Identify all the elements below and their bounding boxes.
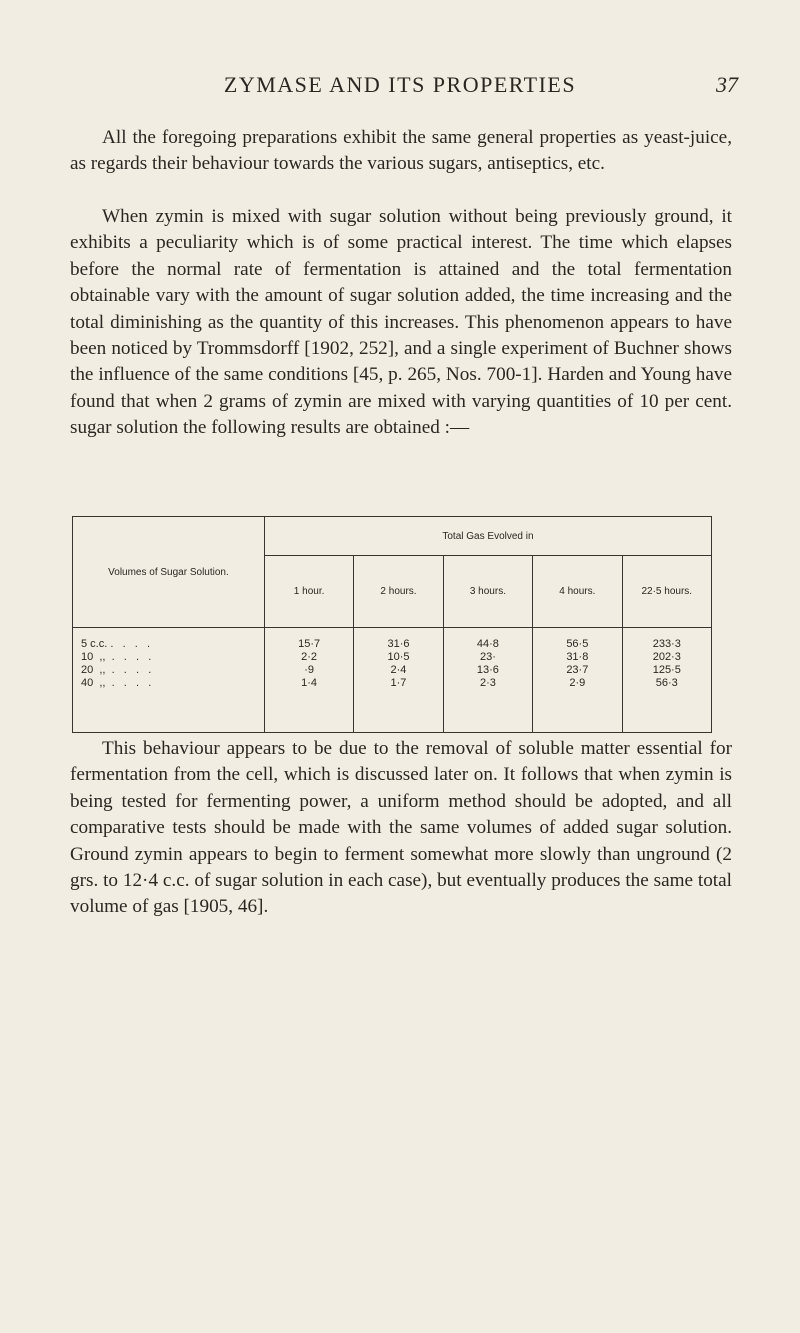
value: 1·7 bbox=[390, 677, 407, 689]
value: 233·3 bbox=[652, 638, 681, 650]
volume-label: 10 ,, . . . . bbox=[81, 651, 152, 663]
value: 2·2 bbox=[301, 651, 318, 663]
column-header: 3 hours. bbox=[443, 556, 532, 628]
value-column-4-hours bbox=[533, 628, 622, 733]
value: 125·5 bbox=[652, 664, 681, 676]
fermentation-table bbox=[72, 516, 712, 733]
column-header: 1 hour. bbox=[264, 556, 353, 628]
value-column-3-hours bbox=[443, 628, 532, 733]
stub-header: Volumes of Sugar Solution. bbox=[73, 517, 265, 628]
value: 56·5 bbox=[566, 638, 589, 650]
group-header: Total Gas Evolved in bbox=[264, 517, 711, 556]
volume-label: 20 ,, . . . . bbox=[81, 664, 152, 676]
volume-label: 5 c.c. . . . . bbox=[81, 638, 151, 650]
value: 56·3 bbox=[655, 677, 678, 689]
running-title: ZYMASE AND ITS PROPERTIES bbox=[223, 72, 577, 97]
value: 1·4 bbox=[301, 677, 318, 689]
value: 31·6 bbox=[387, 638, 410, 650]
page-header bbox=[0, 72, 800, 102]
value: 44·8 bbox=[476, 638, 499, 650]
value-column-1-hour bbox=[264, 628, 353, 733]
volume-label: 40 ,, . . . . bbox=[81, 677, 152, 689]
column-header: 2 hours. bbox=[354, 556, 443, 628]
value: 2·9 bbox=[569, 677, 586, 689]
column-header: 4 hours. bbox=[533, 556, 622, 628]
page-number: 37 bbox=[716, 72, 738, 97]
value: 10·5 bbox=[387, 651, 410, 663]
paragraph-3: This behaviour appears to be due to the removal of soluble matter essential for fermentation from the cell, which is discussed later on. It follows that when zymin is being tested for fermenting power, a uniform method should be adopted, and all comparative tests should be made with the same volumes of added sugar solution. Ground zymin appears to begin to ferment somewhat more slowly than unground (2 grs. to 12·4 c.c. of sugar solution in each case), but eventually produces the same total volume of gas [1905, 46]. bbox=[70, 738, 732, 918]
paragraph-2: When zymin is mixed with sugar solution without being previously ground, it exhibits a peculiarity which is of some practical interest. The time which elapses before the normal rate of fermentation is attained and the total fermentation obtainable vary with the amount of sugar solution added, the time increasing and the total diminishing as the quantity of this increases. This phenomenon appears to have been noticed by Trommsdorff [1902, 252], and a single experiment of Buchner shows the influence of the same conditions [45, p. 265, Nos. 700-1]. Harden and Young have found that when 2 grams of zymin are mixed with varying quantities of 10 per cent. sugar solution the following results are obtained :— bbox=[70, 206, 732, 439]
value: 2·3 bbox=[479, 677, 496, 689]
value: 2·4 bbox=[390, 664, 407, 676]
table-header-row bbox=[73, 517, 712, 556]
value: 202·3 bbox=[652, 651, 681, 663]
value: 23· bbox=[479, 651, 496, 663]
value: 15·7 bbox=[298, 638, 321, 650]
paragraph-1: All the foregoing preparations exhibit the same general properties as yeast-juice, as regards their behaviour towards the various sugars, antiseptics, etc. bbox=[70, 127, 732, 175]
volume-cell bbox=[73, 628, 265, 733]
column-header: 22·5 hours. bbox=[622, 556, 711, 628]
value: 31·8 bbox=[566, 651, 589, 663]
value: 13·6 bbox=[476, 664, 499, 676]
value: 23·7 bbox=[566, 664, 589, 676]
table-body-row bbox=[73, 628, 712, 733]
value-column-22-5-hours bbox=[622, 628, 711, 733]
value: ·9 bbox=[304, 664, 314, 676]
value-column-2-hours bbox=[354, 628, 443, 733]
